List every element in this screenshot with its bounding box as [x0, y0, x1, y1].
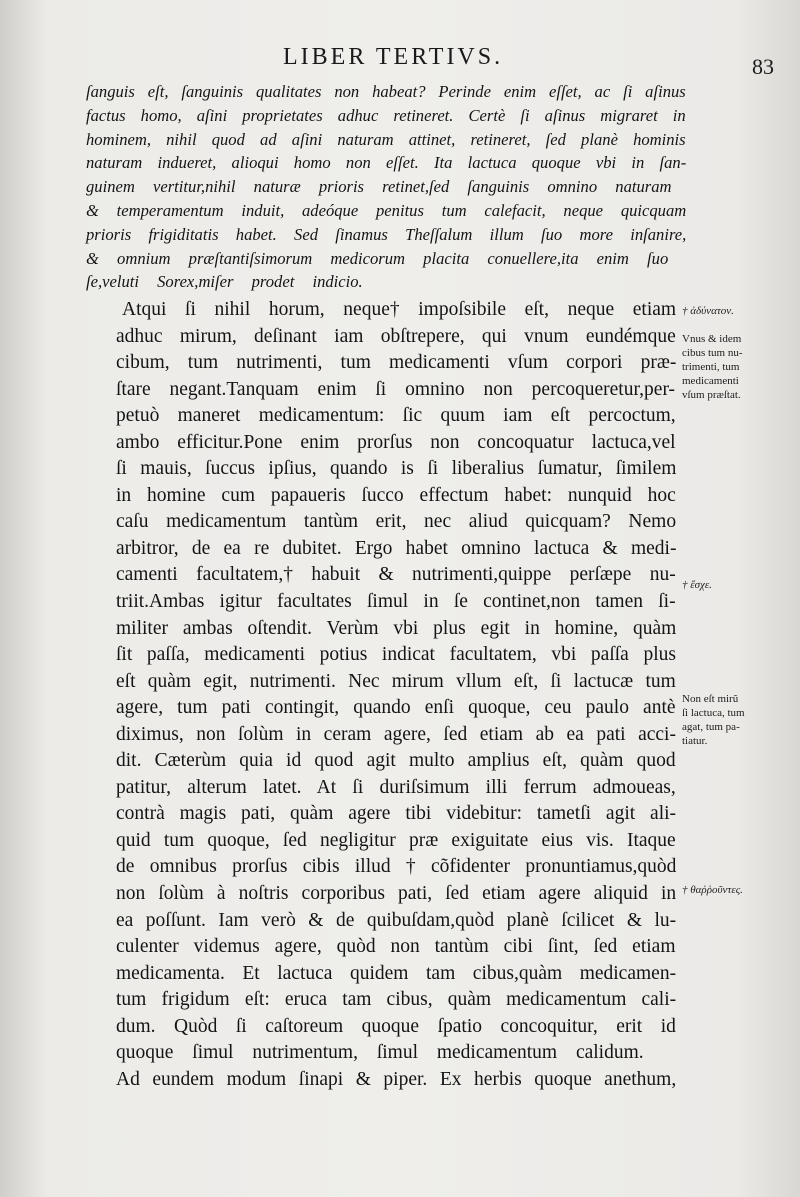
running-head: LIBER TERTIVS.: [283, 44, 504, 70]
text-line: dit. Cæterùm quia id quod agit multo amplius eſt, quàm quod: [116, 750, 676, 772]
page-number: 83: [752, 54, 774, 79]
text-line: naturam indueret, alioqui homo non eſſet. Ita lactuca quoque vbi in ſan-: [86, 153, 687, 173]
text-line: de omnibus prorſus cibis illud † cõfidenter pronuntiamus,quòd: [116, 856, 677, 878]
text-line: petuò maneret medicamentum: ſic quum iam eſt percoctum,: [116, 405, 676, 427]
passage-main: [116, 297, 676, 1093]
text-line: arbitror, de ea re dubitet. Ergo habet omnino lactuca & medi-: [116, 537, 677, 559]
text-line: adhuc mirum, deſinant iam obſtrepere, qui vnum eundémque: [116, 325, 676, 347]
text-line: ſit paſſa, medicamenti potius indicat facultatem, vbi paſſa plus: [116, 644, 676, 666]
text-line: & omnium præſtantiſsimorum medicorum placita conuellere,ita enim ſuo: [86, 248, 669, 268]
margin-note-line: agat, tum pa-: [682, 721, 740, 733]
text-line: camenti facultatem,† habuit & nutrimenti,quippe perſæpe nu-: [116, 564, 676, 586]
margin-note-greek: † θαῤῥοῦντες.: [682, 884, 743, 896]
passage-italic: [86, 80, 686, 294]
margin-note-line: vſum præſtat.: [682, 389, 741, 401]
text-line: Ad eundem modum ſinapi & piper. Ex herbis quoque anethum,: [116, 1068, 677, 1090]
text-line: triit.Ambas igitur facultates ſimul in ſe continet,non tamen ſi-: [116, 591, 676, 613]
text-line: patitur, alterum latet. At ſi duriſsimum illi ferrum admoueas,: [116, 776, 676, 798]
text-line: quoque ſimul nutrimentum, ſimul medicamentum calidum.: [116, 1042, 644, 1064]
text-line: tum frigidum eſt: eruca tam cibus, quàm medicamentum cali-: [116, 989, 677, 1011]
margin-note: [682, 332, 782, 402]
margin-note-greek: † ἔσχε.: [682, 579, 712, 591]
text-line: agere, tum pati contingit, quando enſi quoque, ceu paulo antè: [116, 697, 676, 719]
text-line: contrà magis pati, quàm agere tibi videbitur: tametſi agit ali-: [116, 803, 677, 825]
text-line: eſt quàm egit, nutrimenti. Nec mirum vllum eſt, ſi lactucæ tum: [116, 670, 676, 692]
page-header: [0, 44, 800, 79]
margin-note-line: medicamenti: [682, 375, 739, 387]
text-line: factus homo, aſini proprietates adhuc retineret. Certè ſi aſinus migraret in: [86, 105, 686, 125]
margin-note-line: cibus tum nu-: [682, 347, 743, 359]
text-line: guinem vertitur,nihil naturæ prioris retinet,ſed ſanguinis omnino naturam: [86, 177, 672, 197]
text-line: in homine cum papaueris ſucco effectum habet: nunquid hoc: [116, 484, 676, 506]
text-line: diximus, non ſolùm in ceram agere, ſed etiam ab ea pati acci-: [116, 723, 676, 745]
text-line: ſi mauis, ſuccus ipſius, quando is ſi liberalius ſumatur, ſimilem: [116, 458, 677, 480]
margin-note-line: ſi lactuca, tum: [682, 707, 745, 719]
text-line: medicamenta. Et lactuca quidem tam cibus,quàm medicamen-: [116, 962, 677, 984]
text-line: ſe,veluti Sorex,miſer prodet indicio.: [86, 272, 363, 292]
margin-note-line: Vnus & idem: [682, 333, 742, 345]
text-line: quid tum quoque, ſed negligitur præ exiguitate eius vis. Itaque: [116, 829, 676, 851]
text-line: ſanguis eſt, ſanguinis qualitates non habeat? Perinde enim eſſet, ac ſi aſinus: [86, 82, 686, 101]
text-line: ambo efficitur.Pone enim prorſus non concoquatur lactuca,vel: [116, 431, 676, 453]
text-line: & temperamentum induit, adeóque penitus tum calefacit, neque quicquam: [86, 200, 687, 220]
text-line: ſtare negant.Tanquam enim ſi omnino non percoqueretur,per-: [116, 378, 676, 400]
text-line: cibum, tum nutrimenti, tum medicamenti vſum corpori præ-: [116, 352, 677, 374]
text-line: prioris frigiditatis habet. Sed ſinamus Theſſalum illum ſuo more inſanire,: [86, 224, 687, 244]
margin-note-greek: † ἀδύνατον.: [682, 305, 734, 317]
text-line: ea poſſunt. Iam verò & de quibuſdam,quòd planè ſcilicet & lu-: [116, 909, 677, 931]
margin-note-line: Non eſt mirũ: [682, 693, 739, 705]
text-line: militer ambas oſtendit. Verùm vbi plus egit in homine, quàm: [116, 617, 677, 639]
text-line: culenter videmus agere, quòd non tantùm cibi ſint, ſed etiam: [116, 936, 676, 958]
margin-note-line: tiatur.: [682, 735, 708, 747]
text-line: dum. Quòd ſi caſtoreum quoque ſpatio concoquitur, erit id: [116, 1015, 676, 1037]
text-line: caſu medicamentum tantùm erit, nec aliud quicquam? Nemo: [116, 511, 677, 533]
text-line: Atqui ſi nihil horum, neque† impoſsibile eſt, neque etiam: [122, 299, 677, 320]
margin-note: [682, 692, 782, 748]
text-line: non ſolùm à noſtris corporibus pati, ſed etiam agere aliquid in: [116, 883, 677, 905]
text-line: hominem, nihil quod ad aſini naturam attinet, retineret, ſed planè hominis: [86, 129, 686, 149]
margin-note-line: trimenti, tum: [682, 361, 740, 373]
